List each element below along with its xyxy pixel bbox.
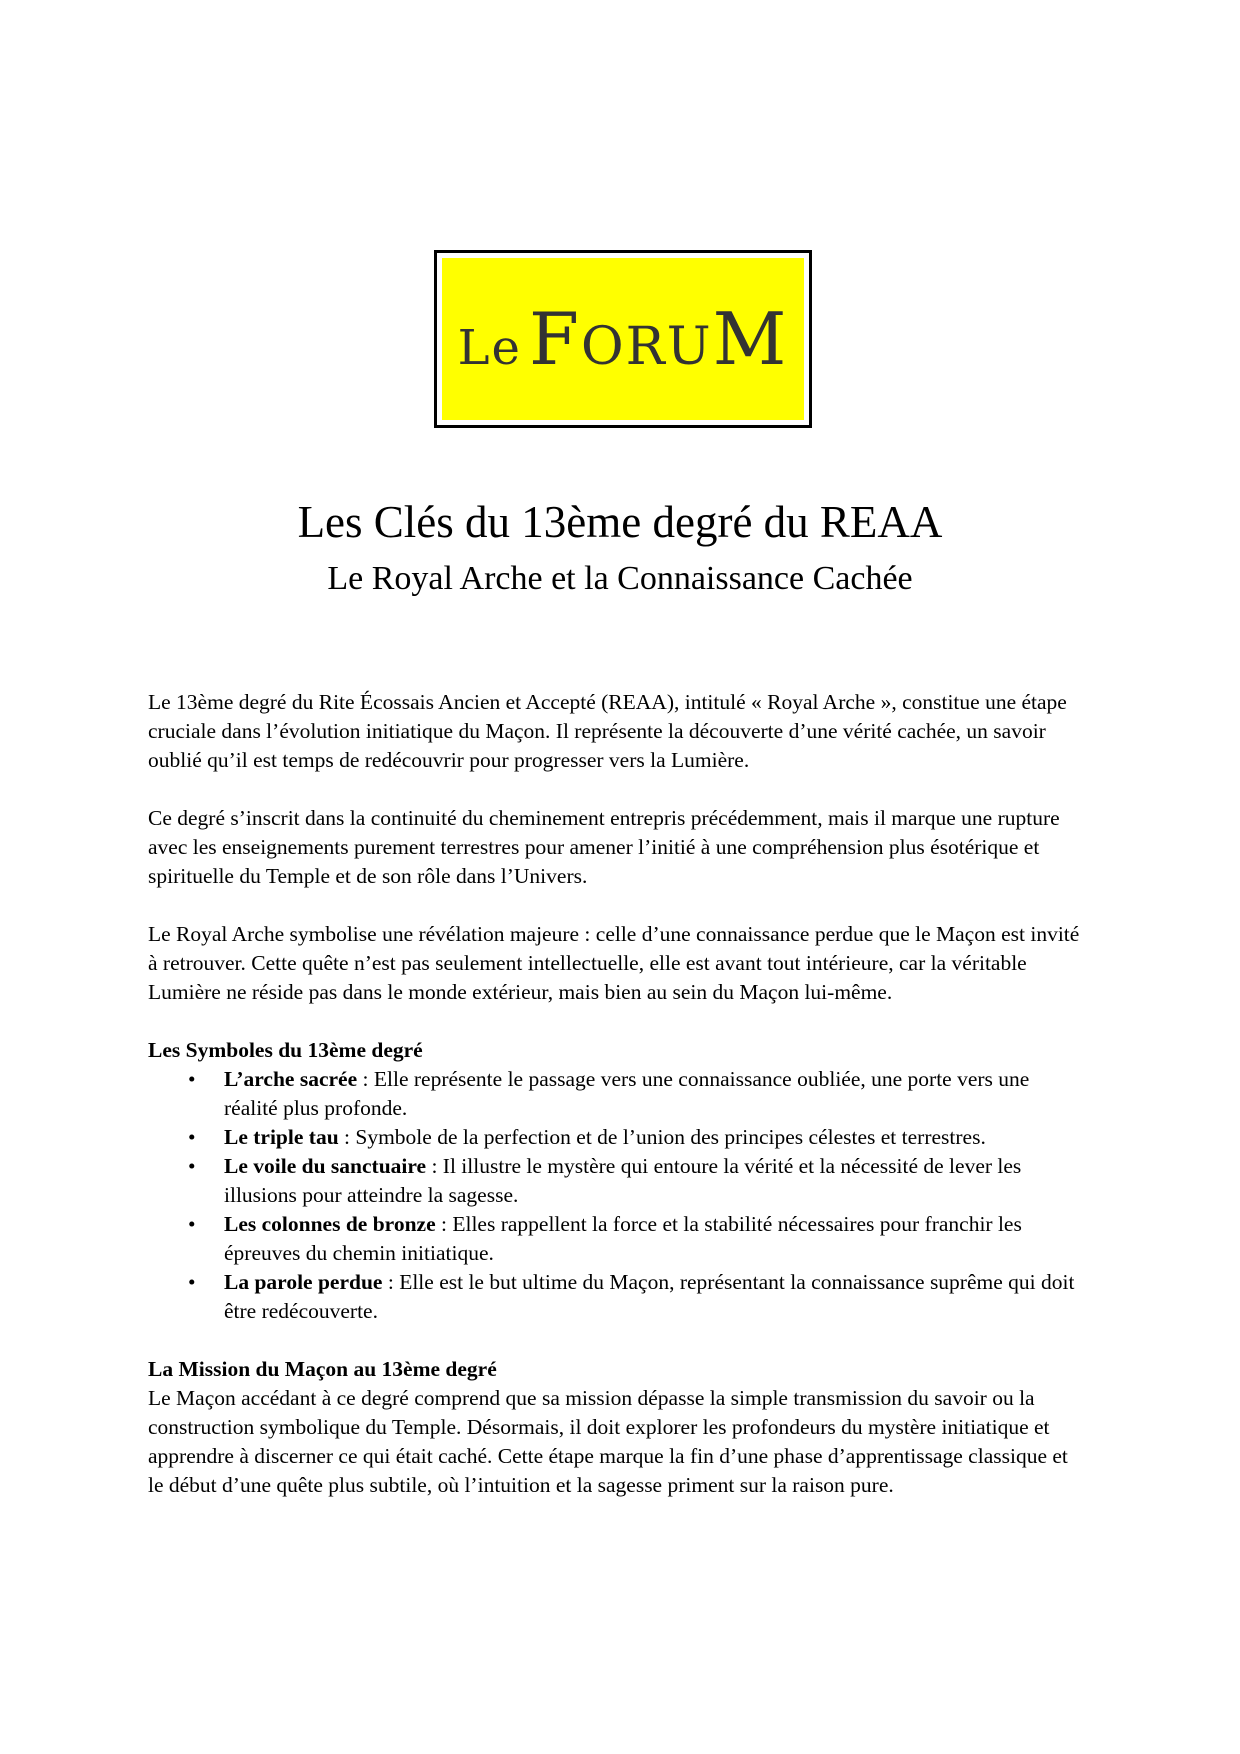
bullet-icon: • [188, 1270, 196, 1294]
intro-paragraph-1: Le 13ème degré du Rite Écossais Ancien et Accepté (REAA), intitulé « Royal Arche », constitue une étape cruciale dans l’évolution initiatique du Maçon. Il représente la découverte d’une vérité cachée, un savoir oublié qu’il est temps de redécouvrir pour progresser vers la Lumière. [148, 690, 1067, 772]
logo-le: Le [457, 320, 522, 376]
document-body [148, 688, 1088, 1529]
intro-paragraph-2: Ce degré s’inscrit dans la continuité du cheminement entrepris précédemment, mais il marque une rupture avec les enseignements purement terrestres pour amener l’initié à une compréhension plus ésotérique et spirituelle du Temple et de son rôle dans l’Univers. [148, 806, 1060, 888]
logo-f: F [529, 297, 581, 381]
symbol-term: La parole perdue [224, 1270, 383, 1294]
symbol-item [188, 1152, 1088, 1210]
symbol-term: Le triple tau [224, 1125, 339, 1149]
mission-heading: La Mission du Maçon au 13ème degré [148, 1357, 497, 1381]
logo-background [442, 258, 804, 420]
symbols-list [148, 1065, 1088, 1326]
symbol-term: L’arche sacrée [224, 1067, 358, 1091]
symbol-term: Les colonnes de bronze [224, 1212, 436, 1236]
symbols-heading: Les Symboles du 13ème degré [148, 1038, 423, 1062]
document-title: Les Clés du 13ème degré du REAA [297, 497, 943, 547]
logo-text [457, 297, 789, 381]
symbol-item [188, 1065, 1088, 1123]
bullet-icon: • [188, 1125, 196, 1149]
document-subtitle: Le Royal Arche et la Connaissance Cachée [327, 560, 913, 597]
logo-oru: ORU [581, 317, 713, 377]
symbol-description: : Elle représente le passage vers une connaissance oubliée, une porte vers une réalité plus profonde. [224, 1067, 1030, 1120]
symbol-description: : Elle est le but ultime du Maçon, représentant la connaissance suprême qui doit être redécouverte. [224, 1270, 1075, 1323]
symbol-description: : Symbole de la perfection et de l’union des principes célestes et terrestres. [338, 1125, 986, 1149]
intro-paragraph-3: Le Royal Arche symbolise une révélation majeure : celle d’une connaissance perdue que le Maçon est invité à retrouver. Cette quête n’est pas seulement intellectuelle, elle est avant tout intérieure, car la véritable Lumière ne réside pas dans le monde extérieur, mais bien au sein du Maçon lui-même. [148, 922, 1080, 1004]
mission-paragraph: Le Maçon accédant à ce degré comprend que sa mission dépasse la simple transmission du savoir ou la construction symbolique du Temple. Désormais, il doit explorer les profondeurs du mystère initiatique et apprendre à discerner ce qui était caché. Cette étape marque la fin d’une phase d’apprentissage classique et le début d’une quête plus subtile, où l’intuition et la sagesse priment sur la raison pure. [148, 1386, 1068, 1497]
symbol-description: : Elles rappellent la force et la stabilité nécessaires pour franchir les épreuves du chemin initiatique. [224, 1212, 1022, 1265]
forum-logo [434, 250, 812, 428]
symbol-item [188, 1123, 1088, 1152]
logo-m: M [712, 297, 789, 381]
bullet-icon: • [188, 1067, 196, 1091]
symbol-description: : Il illustre le mystère qui entoure la vérité et la nécessité de lever les illusions pour atteindre la sagesse. [224, 1154, 1022, 1207]
symbol-term: Le voile du sanctuaire [224, 1154, 427, 1178]
bullet-icon: • [188, 1212, 196, 1236]
bullet-icon: • [188, 1154, 196, 1178]
symbol-item [188, 1210, 1088, 1268]
symbol-item [188, 1268, 1088, 1326]
